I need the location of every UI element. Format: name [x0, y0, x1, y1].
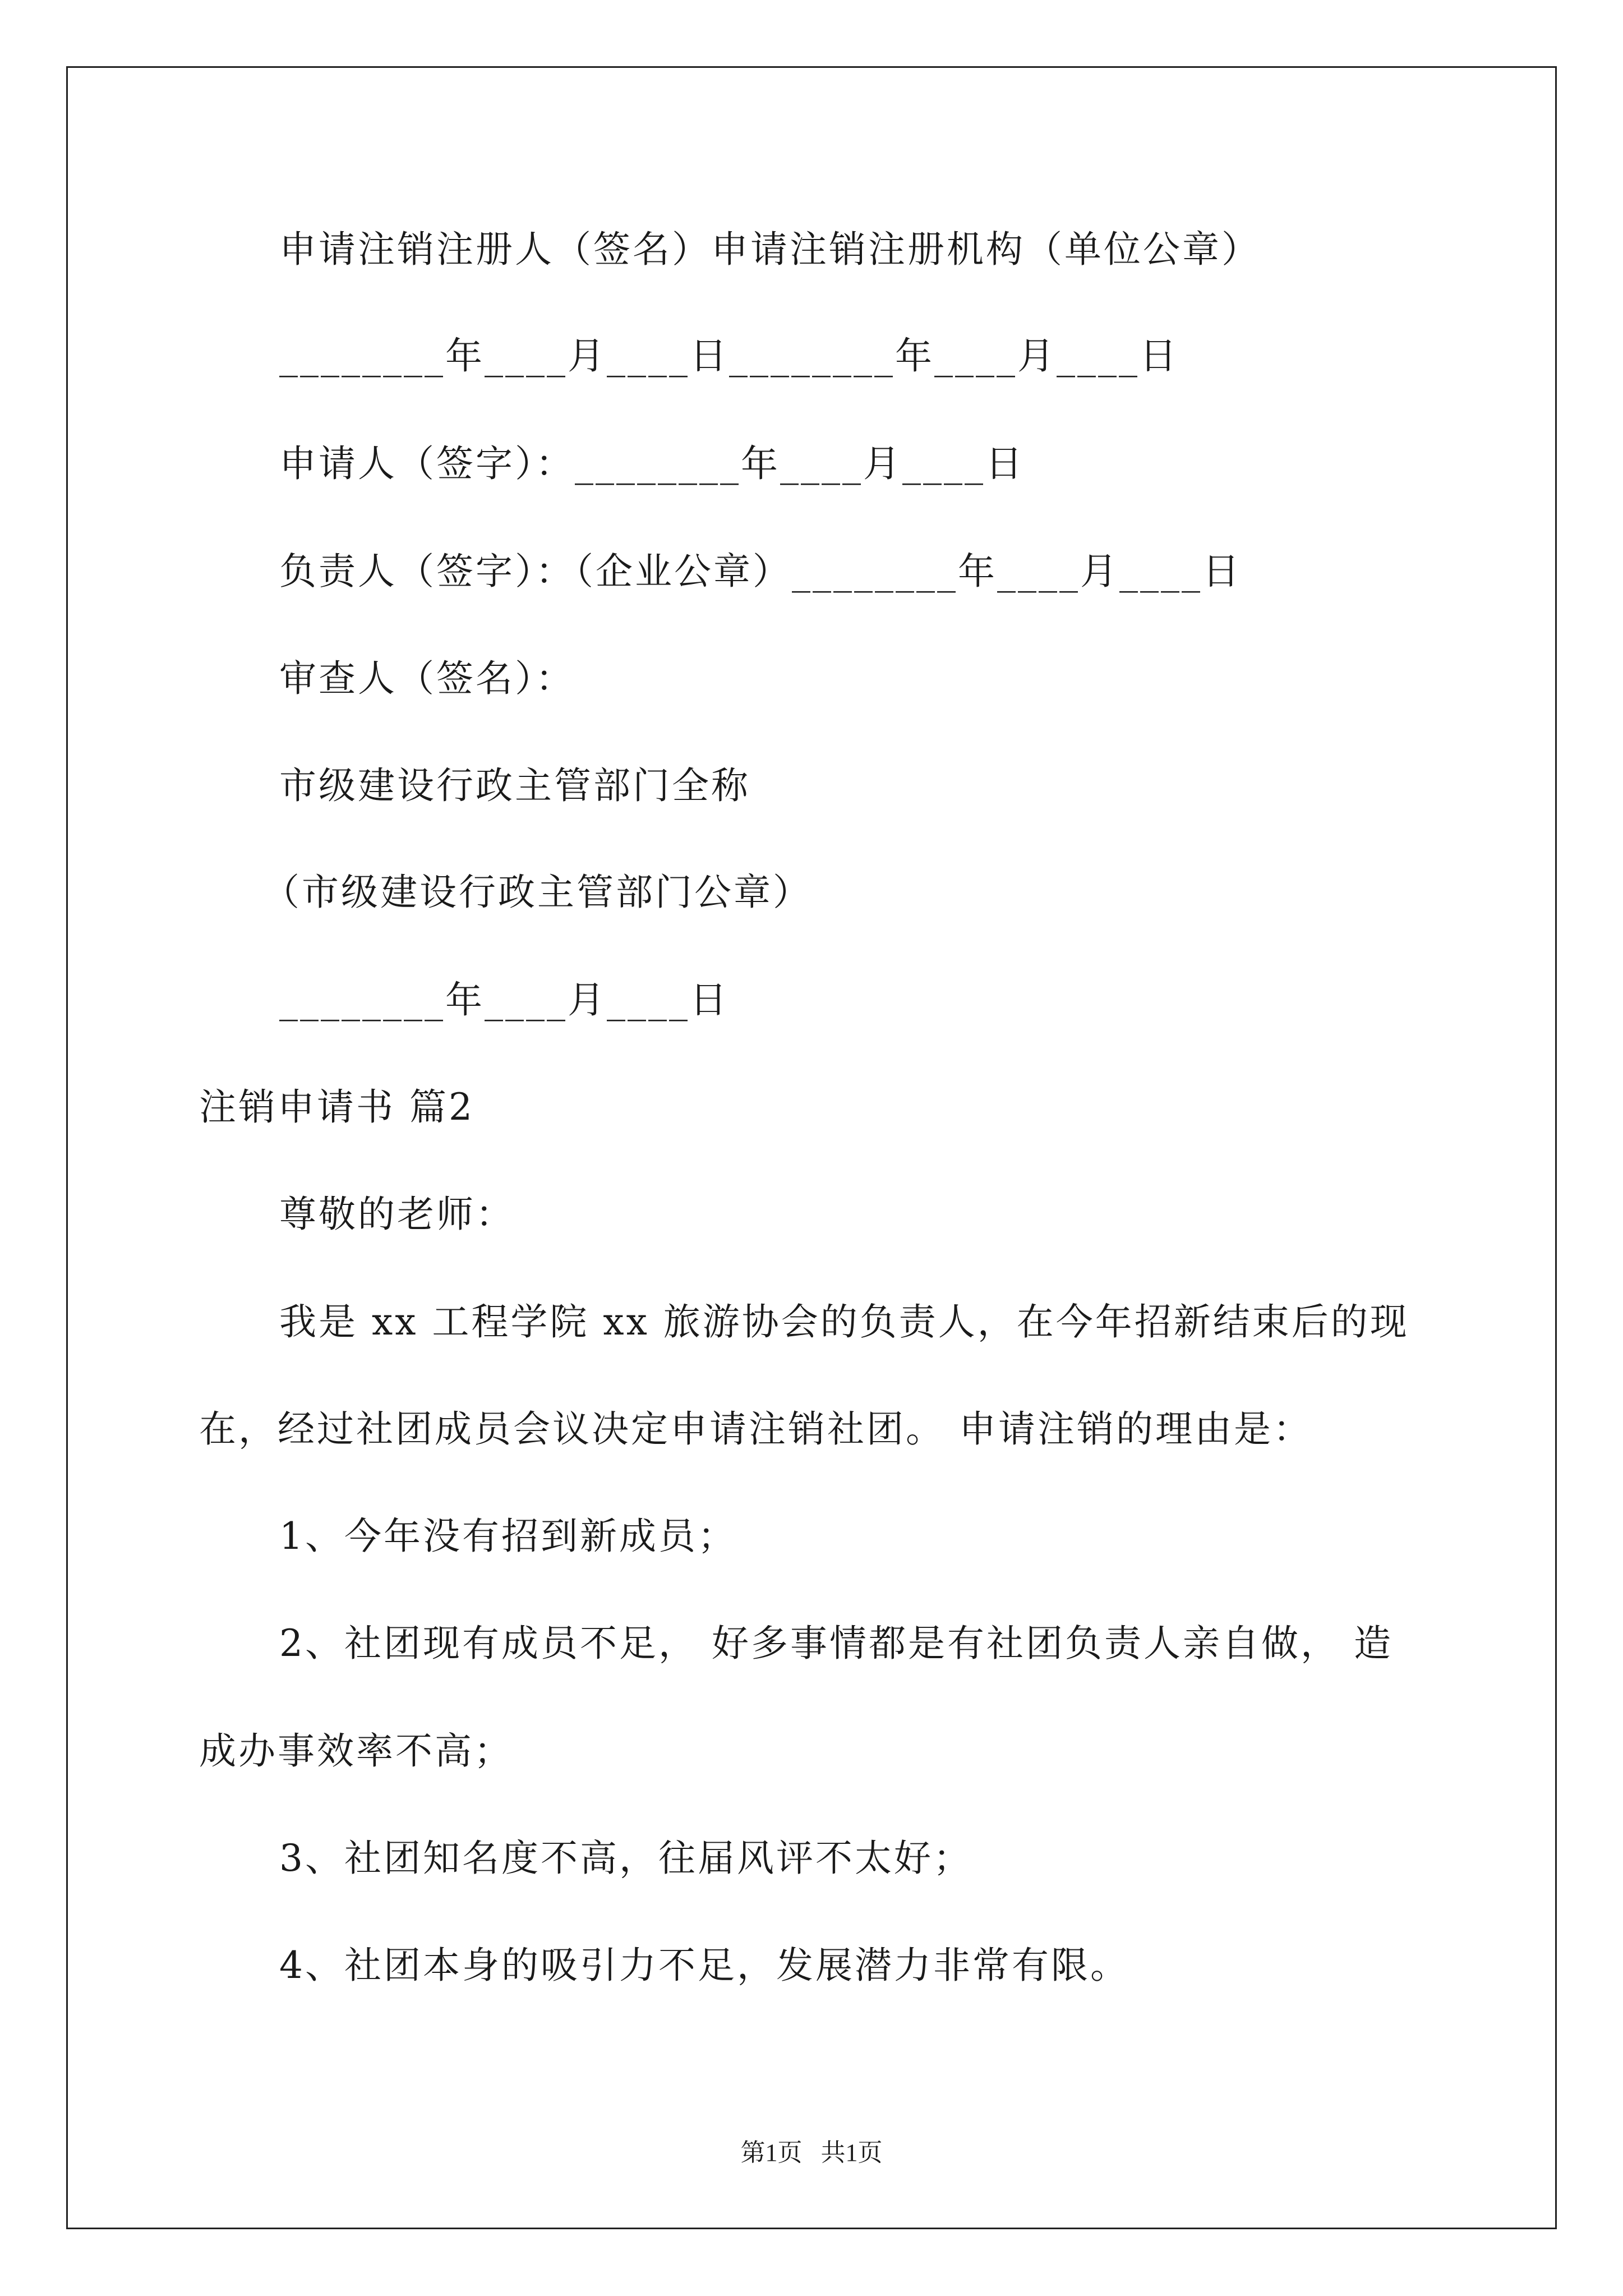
applicant-sign-date: 申请人（签字）：________年____月____日	[279, 442, 1025, 485]
reviewer-signature: 审查人（签名）：	[279, 657, 575, 700]
reason-item-3: 3、社团知名度不高，往届风评不太好；	[279, 1837, 972, 1880]
body-paragraph-1: 我是 xx 工程学院 xx 旅游协会的负责人，在今年招新结束后的现	[279, 1300, 1409, 1343]
page-border	[66, 66, 1557, 2229]
page-footer: 第1页 共1页	[740, 2139, 883, 2166]
salutation: 尊敬的老师：	[279, 1193, 515, 1236]
applicant-signature-line: 申请注销注册人（签名）申请注销注册机构（单位公章）	[279, 228, 1261, 271]
reason-item-1: 1、今年没有招到新成员；	[279, 1515, 737, 1558]
body-paragraph-1-cont: 在，经过社团成员会议决定申请注销社团。 申请注销的理由是：	[199, 1407, 1312, 1451]
date-line-double: ________年____月____日________年____月____日	[279, 334, 1179, 378]
date-line-single: ________年____月____日	[279, 978, 729, 1022]
reason-item-2-cont: 成办事效率不高；	[199, 1729, 513, 1773]
authority-name: 市级建设行政主管部门全称	[279, 764, 750, 807]
reason-item-2: 2、社团现有成员不足， 好多事情都是有社团负责人亲自做， 造	[279, 1622, 1393, 1665]
authority-seal: （市级建设行政主管部门公章）	[262, 871, 812, 914]
responsible-sign-date: 负责人（签字）：（企业公章）________年____月____日	[279, 550, 1242, 593]
section-heading: 注销申请书 篇2	[199, 1085, 474, 1129]
reason-item-4: 4、社团本身的吸引力不足，发展潜力非常有限。	[279, 1944, 1129, 1987]
